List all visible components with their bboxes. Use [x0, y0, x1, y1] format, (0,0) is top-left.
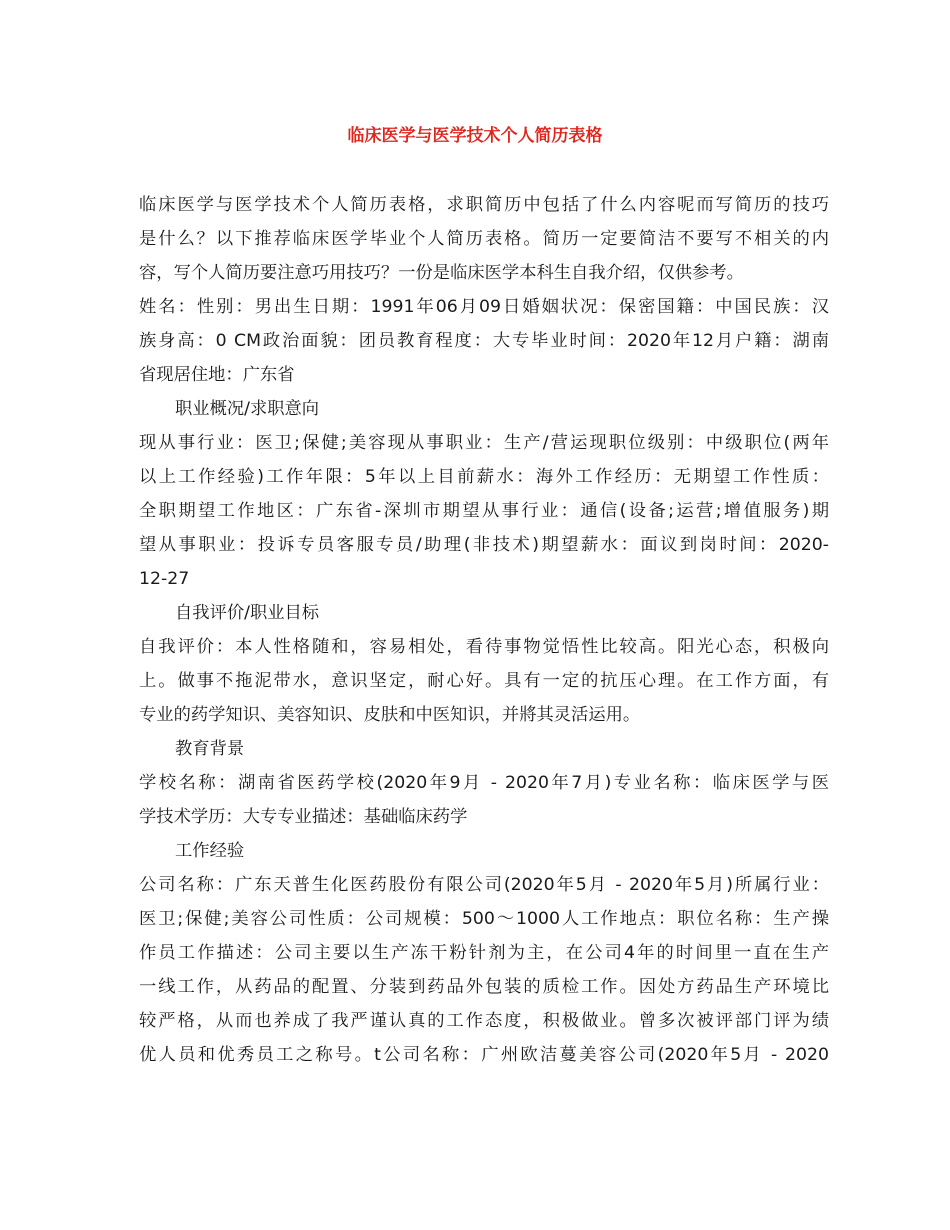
text-line: 作员工作描述：公司主要以生产冻干粉针剂为主，在公司4年的时间里一直在生产	[139, 943, 829, 963]
text-line: 望从事职业：投诉专员客服专员/助理(非技术)期望薪水：面议到岗时间：2020-	[139, 535, 829, 555]
personal-info-paragraph	[139, 290, 829, 392]
text-line: 医卫;保健;美容公司性质：公司规模：500～1000人工作地点：职位名称：生产操	[139, 909, 829, 929]
text-line: 是什么？以下推荐临床医学毕业个人简历表格。简历一定要简洁不要写不相关的内	[139, 229, 829, 249]
text-line: 学校名称：湖南省医药学校(2020年9月 - 2020年7月)专业名称：临床医学与医	[139, 773, 829, 793]
text-line: 省现居住地：广东省	[139, 365, 295, 385]
text-line: 以上工作经验)工作年限：5年以上目前薪水：海外工作经历：无期望工作性质：	[139, 467, 829, 487]
intro-paragraph	[139, 188, 829, 290]
text-line: 上。做事不拖泥带水，意识坚定，耐心好。具有一定的抗压心理。在工作方面，有	[139, 671, 829, 691]
document-body	[139, 188, 829, 1072]
text-line: 12-27	[139, 569, 190, 589]
text-line: 临床医学与医学技术个人简历表格，求职简历中包括了什么内容呢而写简历的技巧	[139, 195, 829, 215]
text-line: 专业的药学知识、美容知识、皮肤和中医知识，并將其灵活运用。	[139, 705, 641, 725]
text-line: 公司名称：广东天普生化医药股份有限公司(2020年5月 - 2020年5月)所属行业：	[139, 875, 829, 895]
career-paragraph	[139, 426, 829, 596]
text-line: 容，写个人简历要注意巧用技巧？一份是临床医学本科生自我介绍，仅供参考。	[139, 263, 744, 283]
text-line: 优人员和优秀员工之称号。t公司名称：广州欧洁蔓美容公司(2020年5月 - 2020	[139, 1045, 829, 1065]
document-title: 临床医学与医学技术个人简历表格	[347, 126, 603, 146]
text-line: 姓名：性别：男出生日期：1991年06月09日婚姻状况：保密国籍：中国民族：汉	[139, 297, 829, 317]
text-line: 较严格，从而也养成了我严谨认真的工作态度，积极做业。曾多次被评部门评为绩	[139, 1011, 829, 1031]
self-eval-paragraph	[139, 630, 829, 732]
text-line: 族身高：0 CM政治面貌：团员教育程度：大专毕业时间：2020年12月户籍：湖南	[139, 331, 829, 351]
text-line: 学技术学历：大专专业描述：基础临床药学	[139, 807, 468, 827]
education-paragraph	[139, 766, 829, 834]
text-line: 一线工作，从药品的配置、分装到药品外包装的质检工作。因处方药品生产环境比	[139, 977, 829, 997]
text-line: 现从事行业：医卫;保健;美容现从事职业：生产/营运现职位级别：中级职位(两年	[139, 433, 829, 453]
section-heading-education: 教育背景	[175, 739, 245, 759]
section-heading-career: 职业概况/求职意向	[175, 399, 320, 419]
work-paragraph	[139, 868, 829, 1072]
text-line: 自我评价：本人性格随和，容易相处，看待事物觉悟性比较高。阳光心态，积极向	[139, 637, 829, 657]
section-heading-work: 工作经验	[175, 841, 245, 861]
text-line: 全职期望工作地区：广东省-深圳市期望从事行业：通信(设备;运营;增值服务)期	[139, 501, 829, 521]
section-heading-self-eval: 自我评价/职业目标	[175, 603, 320, 623]
